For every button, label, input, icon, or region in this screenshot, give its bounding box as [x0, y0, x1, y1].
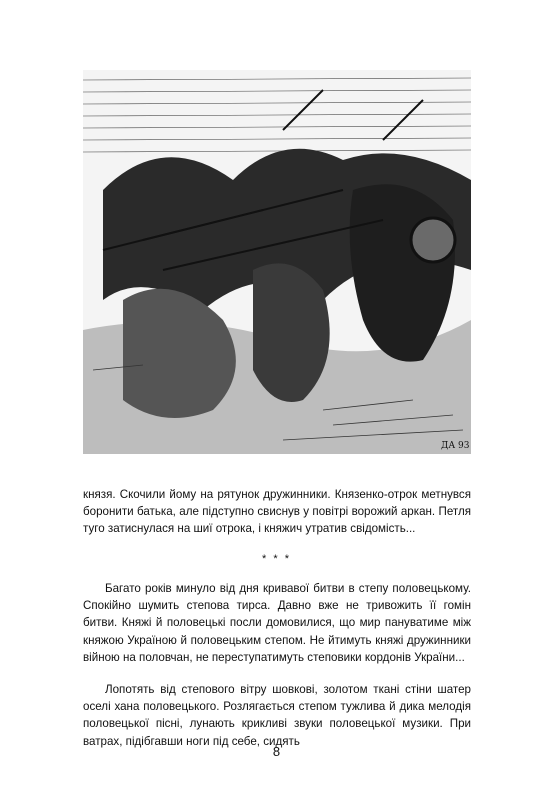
round-shield [411, 218, 455, 262]
paragraph-1: князя. Скочили йому на рятунок дружинники. Князенко-отрок метнувся боронити батька, але підступно свиснув у повітрі ворожий аркан. Петля туго затиснулася на шиї отрока, і княжич утратив свідомість... [83, 488, 471, 536]
paragraph-3: Лопотять від степового вітру шовкові, золотом ткані стіни шатер оселі хана половецького. Розлягається степом тужлива й дика мелодія половецької пісні, лунають крикливі звуки половецької музики. При ватрах, підібгавши ноги під себе, сидять [83, 683, 471, 748]
battle-illustration [83, 70, 471, 454]
battle-scene-drawing [83, 70, 471, 454]
page-number: 8 [272, 744, 281, 759]
section-divider: * * * [262, 553, 291, 565]
paragraph-2: Багато років минуло від дня кривавої битви в степу половецькому. Спокійно шумить степова тирса. Давно вже не тривожить її гомін битви. Княжі й половецькі посли домовилися, що мир пануватиме між княжою Україною й половецьким степом. Не йтимуть княжі дружинники війною на половчан, не переступатимуть степовики кордонів України... [83, 582, 471, 664]
artist-signature: ДА 93 [441, 441, 470, 451]
